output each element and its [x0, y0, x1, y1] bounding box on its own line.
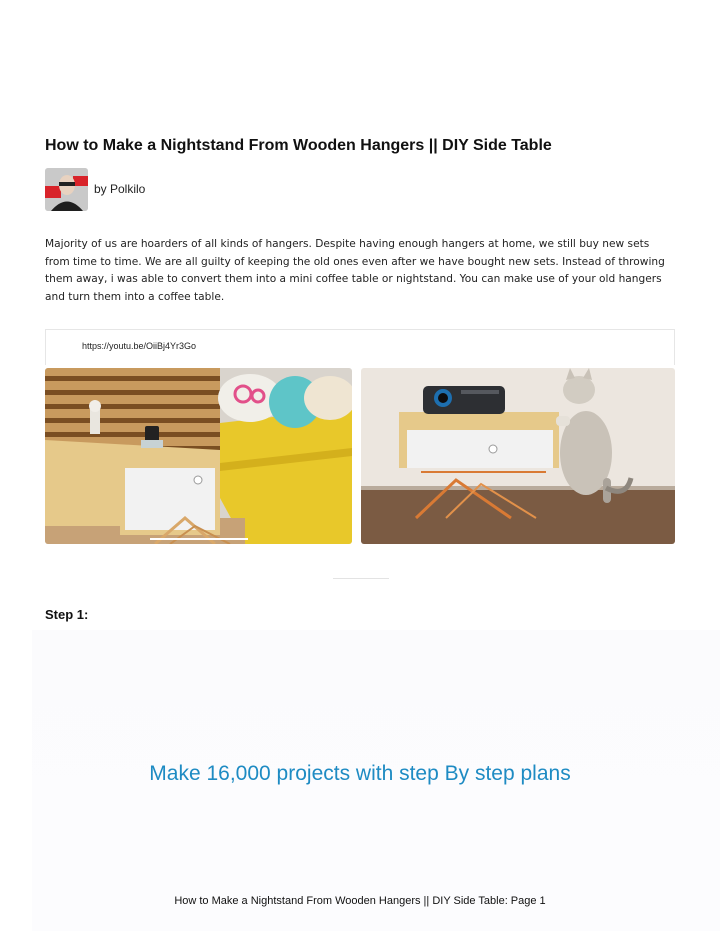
article-title: How to Make a Nightstand From Wooden Hangers || DIY Side Table	[45, 137, 552, 154]
video-embed-box[interactable]	[45, 329, 675, 365]
promo-link[interactable]: Make 16,000 projects with step By step plans	[149, 762, 571, 785]
author-avatar[interactable]	[45, 168, 88, 211]
page-footer: How to Make a Nightstand From Wooden Hangers || DIY Side Table: Page 1	[174, 895, 546, 907]
video-link[interactable]: https://youtu.be/OiiBj4Yr3Go	[82, 341, 197, 351]
nightstand-bedroom-photo	[45, 368, 352, 544]
author-byline[interactable]: by Polkilo	[94, 182, 146, 196]
step-heading: Step 1:	[45, 607, 89, 622]
nightstand-projector-cat-photo	[361, 368, 675, 544]
section-divider	[333, 578, 389, 579]
author-portrait-image	[45, 168, 88, 211]
intro-paragraph: Majority of us are hoarders of all kinds of hangers. Despite having enough hangers at home, we still buy new sets from time to time. We are all guilty of keeping the old ones even after we have bought new sets. Instead of throwing them away, i was able to convert them into a mini coffee table or nightstand. You can make use of your old hangers and turn them into a coffee table.	[45, 238, 665, 303]
